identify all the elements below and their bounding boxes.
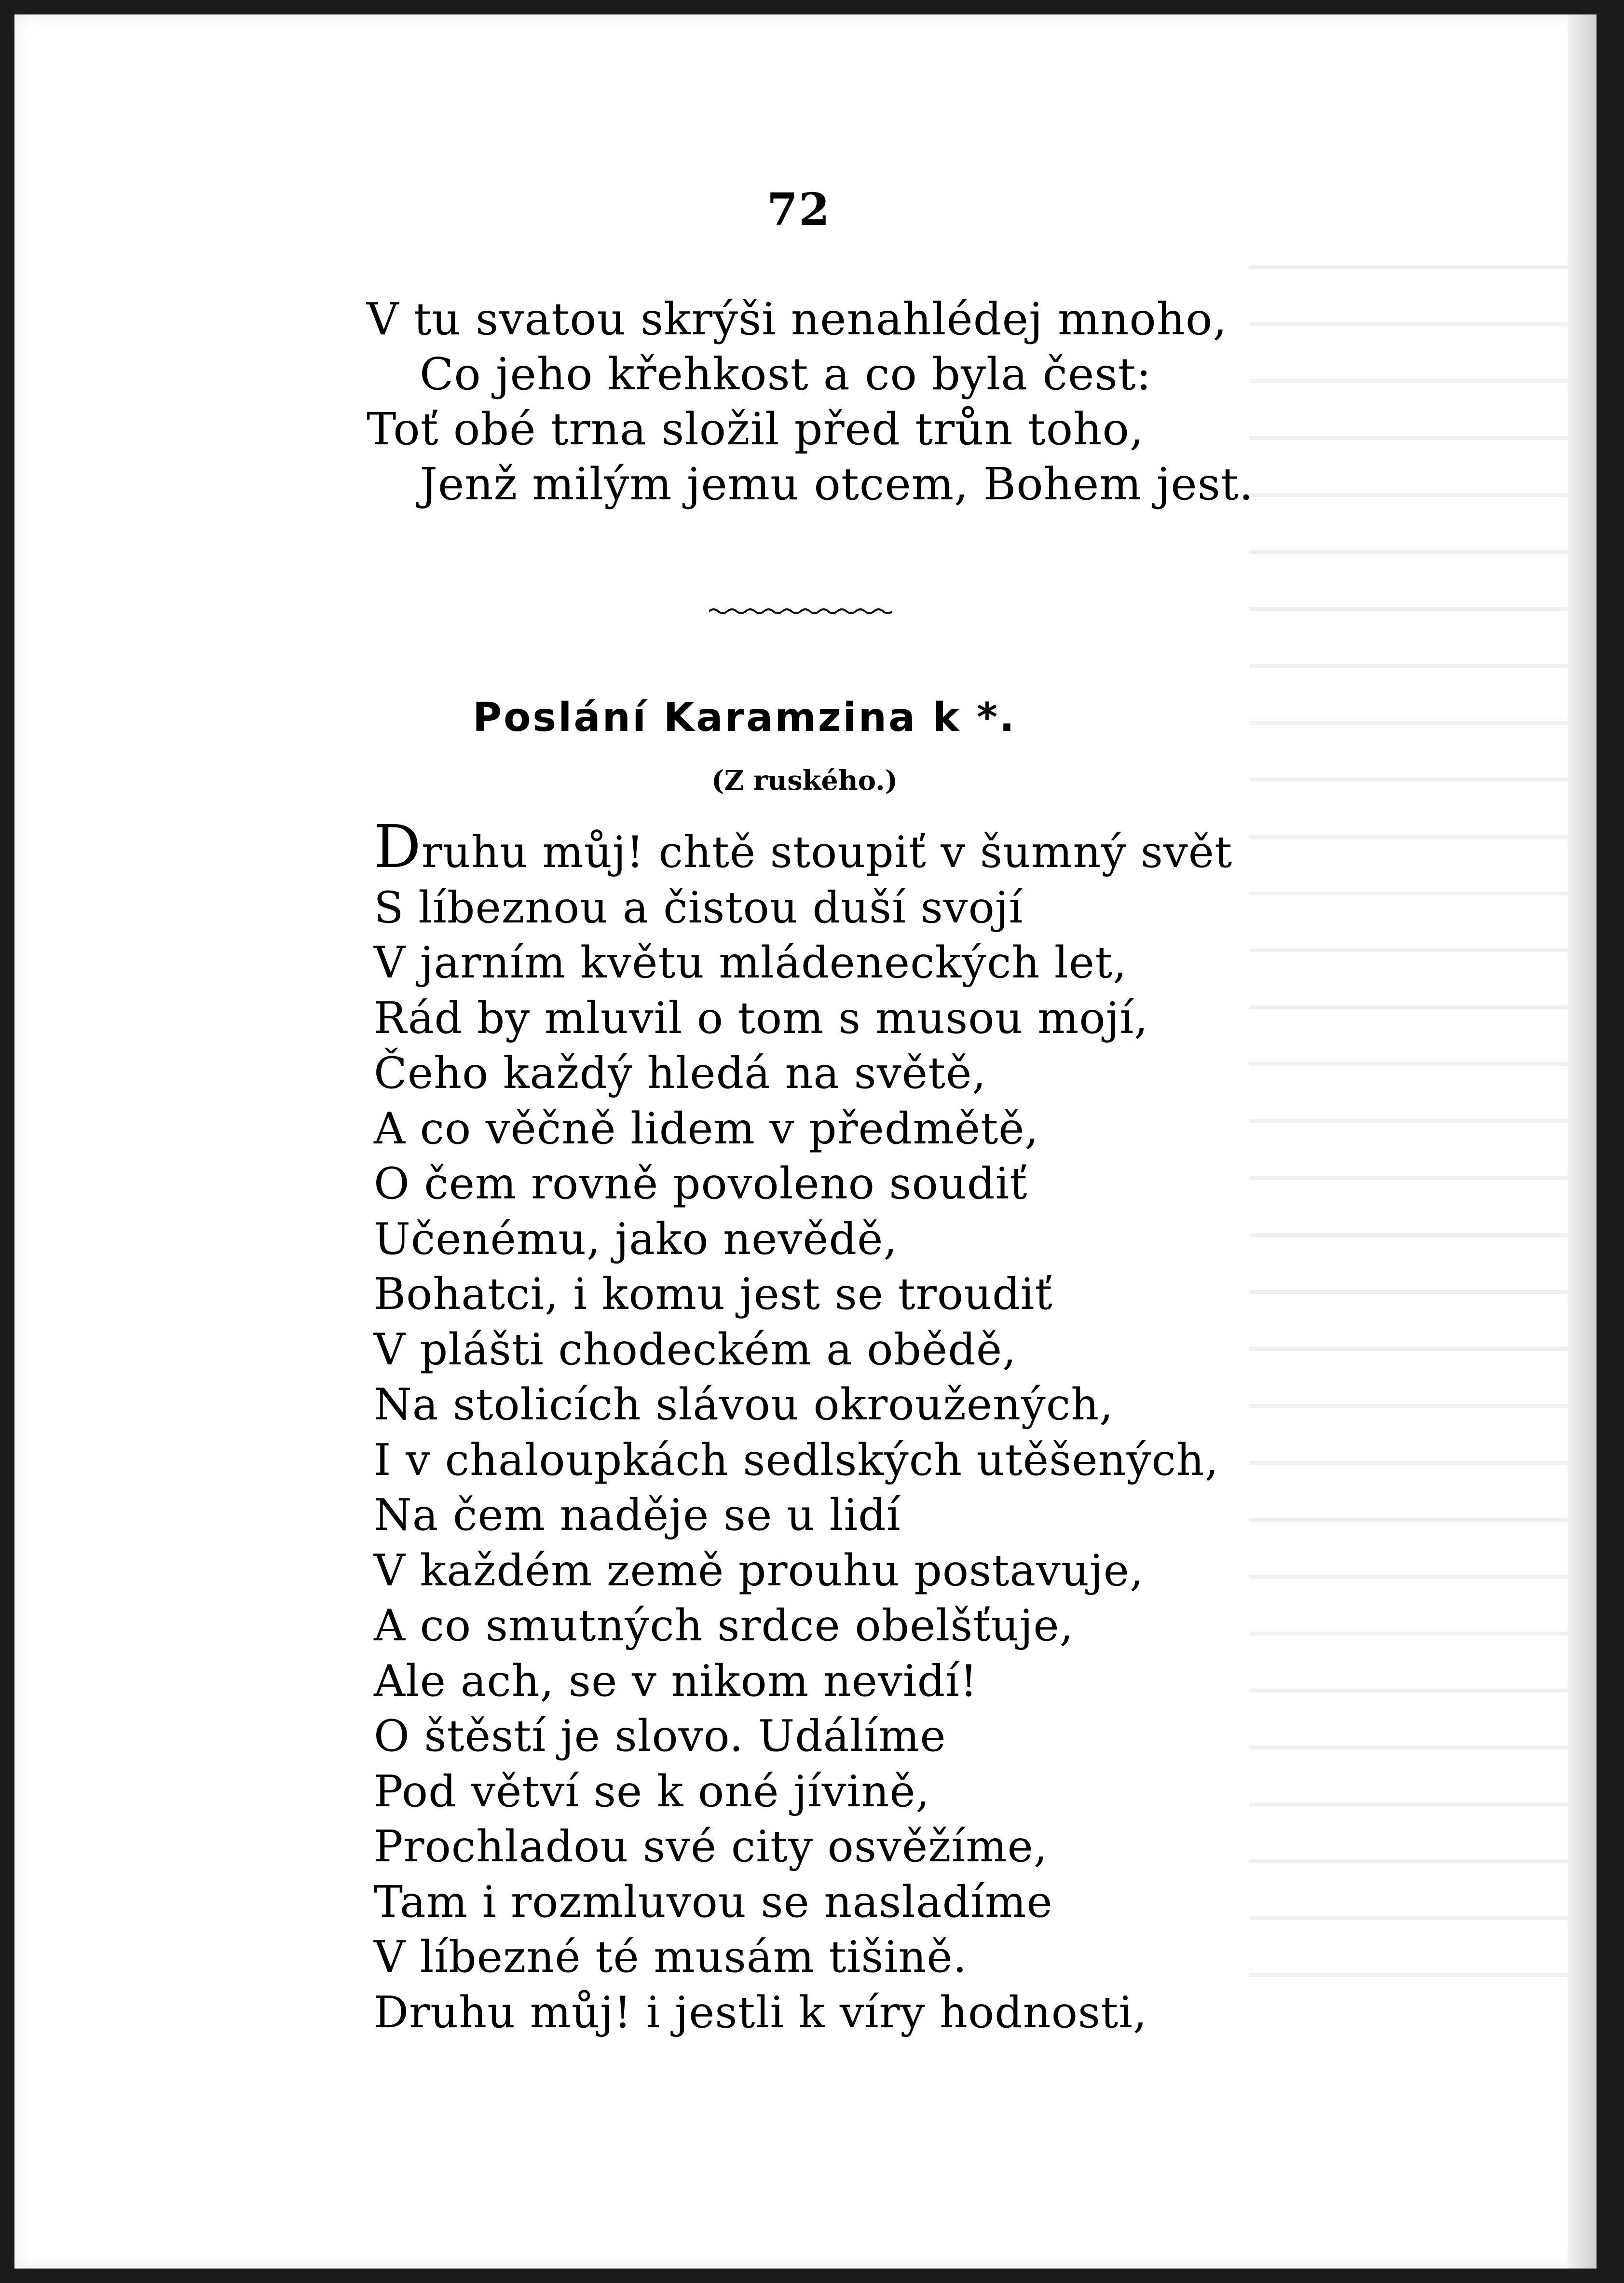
stanza-line: Jenž milým jemu otcem, Bohem jest. [420, 458, 1254, 510]
poem-lines [374, 880, 1314, 2041]
poem-line: V jarním květu mládeneckých let, [374, 937, 1127, 988]
closing-stanza [367, 292, 1283, 512]
poem-line: Bohatci, i komu jest se troudiť [374, 1269, 1053, 1320]
poem-line: V líbezné té musám tišině. [374, 1932, 968, 1982]
section-divider-ornament [709, 605, 892, 617]
drop-cap: D [374, 812, 422, 881]
poem-line: O čem rovně povoleno soudiť [374, 1158, 1028, 1209]
poem-line: Ale ach, se v nikom nevidí! [374, 1655, 978, 1706]
poem-line: Druhu můj! i jestli k víry hodnosti, [374, 1987, 1147, 2038]
poem-line: Čeho každý hledá na světě, [374, 1048, 987, 1099]
page-number: 72 [767, 183, 831, 235]
poem-line: Prochladou své city osvěžíme, [374, 1821, 1048, 1872]
poem-line: Tam i rozmluvou se nasladíme [374, 1876, 1053, 1927]
poem-line: Učenému, jako nevědě, [374, 1213, 898, 1265]
poem-line: Na čem naděje se u lidí [374, 1490, 901, 1540]
page-edge-shadow [1568, 14, 1597, 2269]
stanza-line: V tu svatou skrýši nenahlédej mnoho, [367, 293, 1228, 345]
book-page [14, 14, 1597, 2269]
stanza-line: Toť obé trna složil před trůn toho, [367, 403, 1145, 455]
poem-line: O štěstí je slovo. Událíme [374, 1711, 946, 1761]
poem-line: V každém země prouhu postavuje, [374, 1545, 1144, 1596]
stanza-line: Co jeho křehkost a co byla čest: [420, 348, 1152, 400]
poem-line: Na stolicích slávou okroužených, [374, 1379, 1114, 1430]
poem-line: I v chaloupkách sedlských utěšených, [374, 1434, 1219, 1485]
poem-body [374, 812, 1314, 2040]
poem-line: A co smutných srdce obelšťuje, [374, 1600, 1074, 1651]
poem-line: Rád by mluvil o tom s musou mojí, [374, 992, 1148, 1044]
poem-source-note: (Z ruského.) [711, 765, 898, 797]
poem-line: A co věčně lidem v předmětě, [374, 1103, 1039, 1154]
poem-line: Pod větví se k oné jívině, [374, 1766, 930, 1817]
poem-line: V plášti chodeckém a obědě, [374, 1324, 1017, 1375]
poem-line-text: ruhu můj! chtě stoupiť v šumný svět [421, 827, 1233, 878]
poem-title: Poslání Karamzina k *. [473, 695, 1017, 741]
poem-line: S líbeznou a čistou duší svojí [374, 882, 1024, 933]
poem-first-line [374, 812, 1314, 881]
